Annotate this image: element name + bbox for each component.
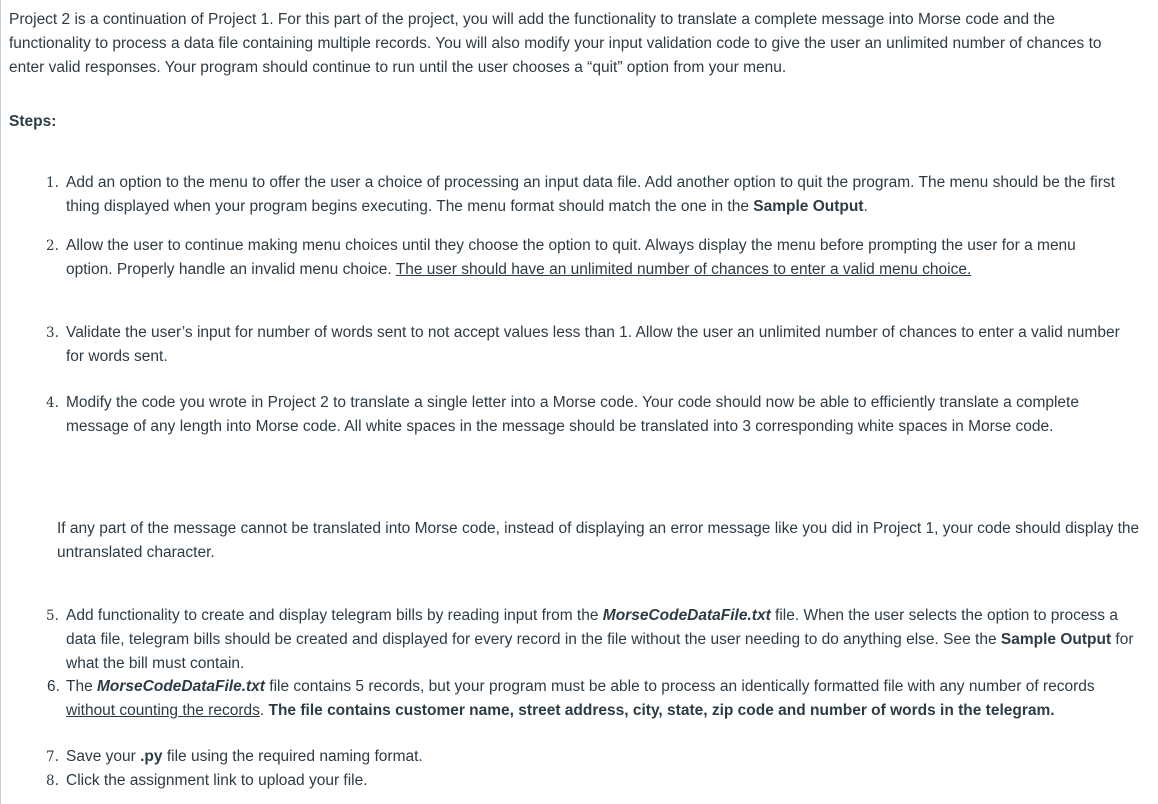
step-text: Validate the user’s input for number of words sent to not accept values less than 1. Allow the user an unlimited number of chances to enter a valid number for words sent. <box>66 324 1120 365</box>
sample-output-ref: Sample Output <box>753 198 864 215</box>
step-text-end: . <box>863 198 868 215</box>
step-number: 3. <box>46 325 59 341</box>
step-5 <box>46 604 1141 676</box>
left-border <box>0 0 1 804</box>
step-text: Modify the code you wrote in Project 2 to translate a single letter into a Morse code. Your code should now be able to efficiently translate a complete message of any length into Morse code. All white spaces in the message should be translated into 3 corresponding white spaces in Morse code. <box>66 394 1079 435</box>
underlined-requirement: The user should have an unlimited number of chances to enter a valid menu choice. <box>395 261 972 278</box>
step-number: 8. <box>46 773 59 789</box>
step-text: Add functionality to create and display telegram bills by reading input from the <box>66 607 603 624</box>
step-4 <box>46 391 1101 439</box>
steps-heading: Steps: <box>9 113 57 130</box>
file-contents-description: The file contains customer name, street address, city, state, zip code and number of words in the telegram. <box>268 702 1055 719</box>
step-6 <box>47 675 1116 723</box>
step-text: file contains 5 records, but your program must be able to process an identically formatted file with any number of records <box>264 678 1095 695</box>
underlined-phrase: without counting the records <box>66 702 260 719</box>
step-7 <box>46 745 1116 769</box>
step-text: Click the assignment link to upload your file. <box>66 772 368 789</box>
step-text: . <box>259 702 269 719</box>
step-number: 5. <box>46 608 59 624</box>
step-3 <box>46 321 1131 369</box>
step-number: 1. <box>46 175 59 191</box>
step-number: 2. <box>46 238 59 254</box>
data-file-name: MorseCodeDataFile.txt <box>602 607 771 624</box>
step-text: Add an option to the menu to offer the user a choice of processing an input data file. Add another option to quit the program. The menu should be the first thing displayed when your program begins executing. The menu format should match the one in the <box>66 174 1115 215</box>
step-text: for what the bill must contain. <box>66 631 1134 672</box>
step-text: Save your <box>66 748 141 765</box>
py-extension: .py <box>140 748 163 765</box>
step-8 <box>46 769 1116 793</box>
step-text: The <box>66 678 98 695</box>
step-text: file. When the user selects the option to process a data file, telegram bills should be created and displayed for every record in the file without the user needing to do anything else. See the <box>66 607 1118 648</box>
step-1 <box>46 171 1131 219</box>
step-number: 6. <box>47 678 60 695</box>
step-number: 7. <box>46 749 59 765</box>
sample-output-ref: Sample Output <box>1000 631 1112 648</box>
step-text: file using the required naming format. <box>162 748 423 765</box>
untranslated-note: If any part of the message cannot be translated into Morse code, instead of displaying an error message like you did in Project 1, your code should display the untranslated character. <box>57 520 1140 561</box>
intro-paragraph: Project 2 is a continuation of Project 1. For this part of the project, you will add the functionality to translate a complete message into Morse code and the functionality to process a data file containing multiple records. You will also modify your input validation code to give the user an unlimited number of chances to enter valid responses. Your program should continue to run until the user chooses a “quit” option from your menu. <box>9 11 1102 76</box>
step-2 <box>46 234 1106 282</box>
step-text: Allow the user to continue making menu choices until they choose the option to quit. Always display the menu before prompting the user for a menu option. Properly handle an invalid menu choice. <box>66 237 1076 278</box>
data-file-name: MorseCodeDataFile.txt <box>97 678 265 695</box>
step-number: 4. <box>46 395 59 411</box>
